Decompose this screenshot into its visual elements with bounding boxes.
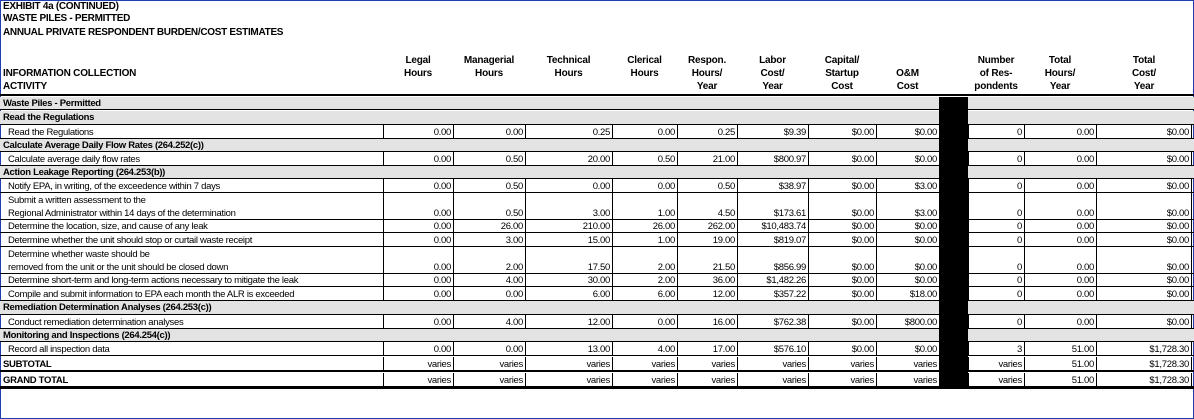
value-cell: $0.00 <box>808 342 876 356</box>
row-label: Notify EPA, in writing, of the exceedence within 7 days <box>8 181 220 192</box>
header-clerical: Clerical Hours <box>627 55 662 79</box>
value-cell: varies <box>453 373 525 387</box>
value-cell: 36.00 <box>677 274 737 287</box>
value-cell: 30.00 <box>525 274 612 287</box>
value-cell: varies <box>876 373 939 387</box>
value-cell: 4.00 <box>453 315 525 329</box>
section-label: Monitoring and Inspections (264.254(c)) <box>3 330 171 341</box>
value-cell: varies <box>808 357 876 371</box>
value-cell: 0 <box>968 179 1024 193</box>
row-divider <box>0 355 1194 356</box>
value-cell: 20.00 <box>525 152 612 166</box>
value-cell: 15.00 <box>525 233 612 247</box>
value-cell: 0.00 <box>383 179 453 193</box>
value-cell: 17.50 <box>525 247 612 274</box>
value-cell: 3.00 <box>453 233 525 247</box>
value-cell: $0.00 <box>808 287 876 301</box>
value-cell: $819.07 <box>737 233 808 247</box>
value-cell: 0.50 <box>453 179 525 193</box>
value-cell: 0 <box>968 152 1024 166</box>
value-cell: $0.00 <box>808 193 876 220</box>
value-cell: $0.00 <box>876 125 939 139</box>
value-cell: $9.39 <box>737 125 808 139</box>
value-cell: $1,728.30 <box>1096 373 1192 387</box>
header-number: Number of Res- pondents <box>974 55 1018 92</box>
value-cell: 2.00 <box>453 247 525 274</box>
value-cell: 0.00 <box>612 125 677 139</box>
section-label: Read the Regulations <box>3 112 95 123</box>
grand-total-row <box>0 373 1194 387</box>
value-cell: 0.00 <box>383 125 453 139</box>
value-cell: $0.00 <box>876 233 939 247</box>
value-cell: 26.00 <box>612 220 677 233</box>
value-cell: 12.00 <box>525 315 612 329</box>
value-cell: $0.00 <box>1096 193 1192 220</box>
value-cell: 0 <box>968 247 1024 274</box>
value-cell: 0.00 <box>383 152 453 166</box>
row-label: Determine the location, size, and cause of any leak <box>8 221 208 232</box>
value-cell: 0.50 <box>677 179 737 193</box>
value-cell: 19.00 <box>677 233 737 247</box>
value-cell: varies <box>453 357 525 371</box>
value-cell: $0.00 <box>808 220 876 233</box>
value-cell: $1,728.30 <box>1096 342 1192 356</box>
table-row <box>0 342 1194 356</box>
value-cell: $1,482.26 <box>737 274 808 287</box>
value-cell: 13.00 <box>525 342 612 356</box>
value-cell: $800.97 <box>737 152 808 166</box>
table-row <box>0 125 1194 139</box>
value-cell: $3.00 <box>876 193 939 220</box>
value-cell: $0.00 <box>876 274 939 287</box>
value-cell: $0.00 <box>876 342 939 356</box>
value-cell: $0.00 <box>1096 274 1192 287</box>
row-label: Compile and submit information to EPA each month the ALR is exceeded <box>8 289 295 300</box>
value-cell: varies <box>612 357 677 371</box>
value-cell: $0.00 <box>808 315 876 329</box>
value-cell: 0.50 <box>453 152 525 166</box>
table-row <box>0 287 1194 301</box>
value-cell: 0.00 <box>1024 287 1096 301</box>
value-cell: $0.00 <box>876 247 939 274</box>
value-cell: $0.00 <box>1096 125 1192 139</box>
header-rule <box>0 94 1194 96</box>
value-cell: 0.50 <box>612 152 677 166</box>
row-label: Determine whether waste should be <box>8 249 150 260</box>
value-cell: 2.00 <box>612 274 677 287</box>
value-cell: $0.00 <box>1096 233 1192 247</box>
value-cell: 0 <box>968 193 1024 220</box>
value-cell: $0.00 <box>808 179 876 193</box>
value-cell: $0.00 <box>1096 315 1192 329</box>
value-cell: $3.00 <box>876 179 939 193</box>
value-cell: $0.00 <box>808 125 876 139</box>
value-cell: 0.00 <box>1024 179 1096 193</box>
header-managerial: Managerial Hours <box>463 55 515 79</box>
table-row <box>0 179 1194 193</box>
value-cell: 0 <box>968 274 1024 287</box>
value-cell: 0.00 <box>383 233 453 247</box>
header-total-hours: Total Hours/ Year <box>1044 55 1076 92</box>
value-cell: $0.00 <box>876 152 939 166</box>
value-cell: 26.00 <box>453 220 525 233</box>
separator-column <box>939 97 968 388</box>
header-om: O&M Cost <box>896 68 919 92</box>
section-label: Remediation Determination Analyses (264.253(c)) <box>3 302 212 313</box>
document-subtitle: WASTE PILES - PERMITTED <box>3 13 130 24</box>
value-cell: 0.00 <box>1024 220 1096 233</box>
value-cell: 16.00 <box>677 315 737 329</box>
value-cell: 0.00 <box>383 287 453 301</box>
value-cell: varies <box>525 373 612 387</box>
section-remediation <box>0 301 1194 315</box>
table-bottom-rule <box>0 388 1194 389</box>
table-row <box>0 247 1194 274</box>
value-cell: 0.00 <box>1024 233 1096 247</box>
section-label: Action Leakage Reporting (264.253(b)) <box>3 167 166 178</box>
value-cell: 21.00 <box>677 152 737 166</box>
value-cell: 0.00 <box>1024 125 1096 139</box>
value-cell: 3.00 <box>525 193 612 220</box>
section-read-regulations <box>0 111 1194 125</box>
row-label: Determine short-term and long-term actions necessary to mitigate the leak <box>8 275 299 286</box>
value-cell: varies <box>383 357 453 371</box>
header-respon: Respon. Hours/ Year <box>687 55 727 92</box>
row-label: SUBTOTAL <box>3 359 52 370</box>
table-row <box>0 152 1194 166</box>
value-cell: 12.00 <box>677 287 737 301</box>
row-label: GRAND TOTAL <box>3 375 68 386</box>
value-cell: 0 <box>968 315 1024 329</box>
value-cell: 4.50 <box>677 193 737 220</box>
value-cell: 2.00 <box>612 247 677 274</box>
value-cell: 0.00 <box>453 342 525 356</box>
value-cell: $0.00 <box>808 274 876 287</box>
value-cell: varies <box>525 357 612 371</box>
value-cell: 0 <box>968 233 1024 247</box>
value-cell: 1.00 <box>612 233 677 247</box>
value-cell: varies <box>677 357 737 371</box>
value-cell: $0.00 <box>1096 220 1192 233</box>
value-cell: 1.00 <box>612 193 677 220</box>
value-cell: 0.00 <box>383 247 453 274</box>
value-cell: varies <box>612 373 677 387</box>
row-label: Conduct remediation determination analyses <box>8 317 184 328</box>
row-label-continued: Regional Administrator within 14 days of the determination <box>8 208 236 219</box>
value-cell: 0.00 <box>612 315 677 329</box>
value-cell: $18.00 <box>876 287 939 301</box>
value-cell: varies <box>737 373 808 387</box>
value-cell: $856.99 <box>737 247 808 274</box>
table-row <box>0 315 1194 329</box>
value-cell: 0.00 <box>383 220 453 233</box>
header-activity: INFORMATION COLLECTION ACTIVITY <box>3 68 137 92</box>
value-cell: $800.00 <box>876 315 939 329</box>
value-cell: $0.00 <box>876 220 939 233</box>
table-row <box>0 233 1194 247</box>
value-cell: varies <box>737 357 808 371</box>
value-cell: varies <box>808 373 876 387</box>
value-cell: 51.00 <box>1024 373 1096 387</box>
value-cell: 0 <box>968 220 1024 233</box>
value-cell: 0.00 <box>383 193 453 220</box>
value-cell: $0.00 <box>1096 247 1192 274</box>
value-cell: varies <box>383 373 453 387</box>
value-cell: $576.10 <box>737 342 808 356</box>
value-cell: 0.00 <box>1024 193 1096 220</box>
row-label: Record all inspection data <box>8 344 110 355</box>
value-cell: 21.50 <box>677 247 737 274</box>
header-technical: Technical Hours <box>546 55 591 79</box>
document-heading: ANNUAL PRIVATE RESPONDENT BURDEN/COST ESTIMATES <box>3 27 284 38</box>
value-cell: $0.00 <box>1096 179 1192 193</box>
row-divider <box>0 370 1194 372</box>
value-cell: 0.00 <box>383 274 453 287</box>
value-cell: 17.00 <box>677 342 737 356</box>
table-row <box>0 193 1194 220</box>
value-cell: 0 <box>968 287 1024 301</box>
value-cell: 0.00 <box>1024 274 1096 287</box>
section-label: Calculate Average Daily Flow Rates (264.252(c)) <box>3 140 204 151</box>
exhibit-title: EXHIBIT 4a (CONTINUED) <box>3 1 119 12</box>
value-cell: $0.00 <box>808 233 876 247</box>
value-cell: varies <box>968 357 1024 371</box>
value-cell: $0.00 <box>1096 152 1192 166</box>
value-cell: $0.00 <box>1096 287 1192 301</box>
value-cell: 262.00 <box>677 220 737 233</box>
value-cell: 0.00 <box>1024 247 1096 274</box>
value-cell: $762.38 <box>737 315 808 329</box>
value-cell: 0.00 <box>453 287 525 301</box>
value-cell: $0.00 <box>808 152 876 166</box>
row-divider <box>0 109 1194 110</box>
value-cell: 0.00 <box>1024 315 1096 329</box>
value-cell: 6.00 <box>612 287 677 301</box>
value-cell: 0.50 <box>453 193 525 220</box>
value-cell: $38.97 <box>737 179 808 193</box>
value-cell: 51.00 <box>1024 357 1096 371</box>
value-cell: $0.00 <box>808 247 876 274</box>
value-cell: 51.00 <box>1024 342 1096 356</box>
value-cell: 4.00 <box>612 342 677 356</box>
value-cell: varies <box>968 373 1024 387</box>
value-cell: 4.00 <box>453 274 525 287</box>
value-cell: $357.22 <box>737 287 808 301</box>
value-cell: 0.00 <box>383 315 453 329</box>
section-label: Waste Piles - Permitted <box>3 98 101 109</box>
value-cell: 0.00 <box>612 179 677 193</box>
value-cell: 0.25 <box>525 125 612 139</box>
value-cell: $10,483.74 <box>737 220 808 233</box>
value-cell: 0.00 <box>383 342 453 356</box>
value-cell: 210.00 <box>525 220 612 233</box>
value-cell: varies <box>677 373 737 387</box>
row-label: Calculate average daily flow rates <box>8 154 140 165</box>
value-cell: $1,728.30 <box>1096 357 1192 371</box>
value-cell: $173.61 <box>737 193 808 220</box>
row-label: Determine whether the unit should stop or curtail waste receipt <box>8 235 253 246</box>
row-label: Read the Regulations <box>8 127 94 138</box>
header-labor: Labor Cost/ Year <box>759 55 786 92</box>
header-capital: Capital/ Startup Cost <box>824 55 860 92</box>
value-cell: 0 <box>968 125 1024 139</box>
value-cell: 0.00 <box>453 125 525 139</box>
subtotal-row <box>0 357 1194 371</box>
value-cell: 3 <box>968 342 1024 356</box>
value-cell: varies <box>876 357 939 371</box>
value-cell: 0.00 <box>1024 152 1096 166</box>
header-legal: Legal Hours <box>404 55 432 79</box>
header-total-cost: Total Cost/ Year <box>1131 55 1156 92</box>
value-cell: 0.25 <box>677 125 737 139</box>
value-cell: 6.00 <box>525 287 612 301</box>
row-label: Submit a written assessment to the <box>8 195 146 206</box>
row-label-continued: removed from the unit or the unit should be closed down <box>8 262 229 273</box>
value-cell: 0.00 <box>525 179 612 193</box>
